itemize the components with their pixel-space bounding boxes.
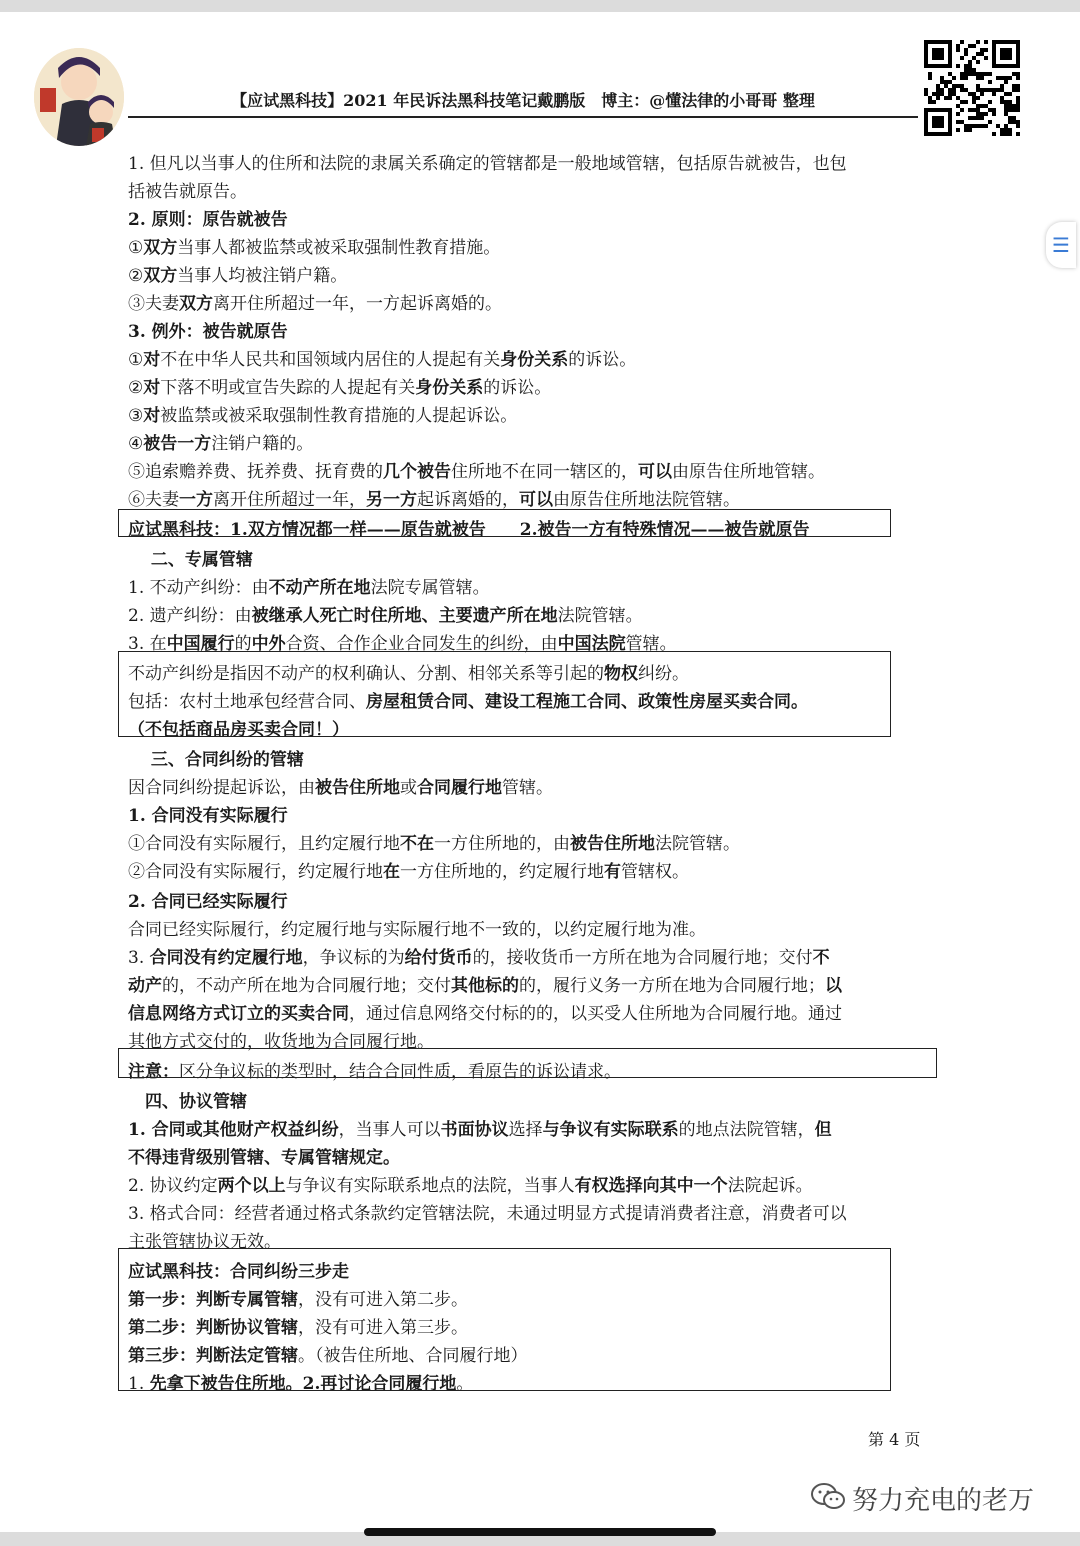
text-line [128,348,636,372]
text-run: 法院专属管辖。 [370,578,490,598]
text-run: ②合同没有实际履行，约定履行地 [128,862,383,882]
text-run: 被告住所地 [570,834,655,854]
text-run: 双方 [143,266,178,286]
text-run: 书面协议 [440,1120,509,1140]
text-run: 下落不明或宣告失踪的人提起有关 [160,378,416,398]
text-run: 离开住所超过一年，一方起诉离婚的。 [213,294,502,314]
text-run: 管辖。 [625,634,677,654]
text-run: 合资、合作企业合同发生的纠纷，由 [285,634,558,654]
text-line [128,1174,813,1198]
text-run: 不 [812,948,830,968]
text-line [128,918,706,942]
text-line [128,832,740,856]
text-run: 的诉讼。 [483,378,552,398]
text-line [128,264,347,288]
text-line [128,404,517,428]
text-run: 房屋租赁合同、建设工程施工合同、政策性房屋买卖合同。 [366,692,808,712]
text-run: 不动产纠纷是指因不动产的权利确认、分割、相邻关系等引起的 [128,664,604,684]
note-box-attention [118,1048,937,1078]
text-run: 双方 [143,238,178,258]
avatar-illustration-icon [34,48,124,146]
text-run: 法院管辖。 [655,834,740,854]
text-line [128,748,304,772]
text-run: ，没有可进入第三步。 [298,1318,468,1338]
text-line [128,1090,247,1114]
text-run: 管辖。 [502,778,553,798]
text-run: 一方住所地的，由 [434,834,570,854]
text-line [128,974,842,998]
text-run: 可以 [519,490,553,510]
text-run: 选择 [508,1120,543,1140]
menu-icon[interactable]: ☰ [1046,222,1076,268]
text-run: 有 [604,862,621,882]
note-box-real-estate [118,651,891,737]
text-run: 起诉离婚的， [417,490,519,510]
text-run: 信息网络方式订立的买卖合同 [128,1004,349,1024]
text-run: 主张管辖协议无效。 [128,1232,281,1252]
text-run: 3. 在 [128,634,167,654]
text-line [128,1146,400,1170]
text-run: 。（被告住所地、合同履行地） [298,1346,528,1366]
text-run: 3. 格式合同：经营者通过格式条款约定管辖法院，未通过明显方式提请消费者注意，消费者可以 [128,1204,847,1224]
text-run: 当事人均被注销户籍。 [177,266,348,286]
text-run: ② [128,266,144,286]
text-run: 不在中华人民共和国领域内居住的人提起有关 [160,350,501,370]
text-run: 其他标的 [451,976,519,996]
text-run: 但 [814,1120,832,1140]
text-run: 被告住所地 [315,778,400,798]
text-run: 第三步：判断法定管辖 [128,1346,298,1366]
text-run: 两个以上 [217,1176,286,1196]
text-run: ，没有可进入第二步。 [298,1290,468,1310]
qr-code-icon [924,40,1020,136]
text-run: 1. [128,1374,150,1394]
text-run: ① [128,238,144,258]
watermark-text: 努力充电的老万 [852,1486,1035,1516]
text-line [128,292,502,316]
text-run: 的，接收货币一方所在地为合同履行地；交付 [472,948,813,968]
text-run: ③ [128,406,144,426]
text-run: ① [128,350,144,370]
text-run: 离开住所超过一年， [213,490,366,510]
text-run: 3. 例外：被告就原告 [128,322,288,342]
text-run: 被监禁或被采取强制性教育措施的人提起诉讼。 [160,406,518,426]
wechat-icon [810,1482,846,1512]
text-run: 二、专属管辖 [128,550,253,570]
text-run: 物权 [604,664,638,684]
text-line [128,180,247,204]
text-run: 或 [400,778,417,798]
text-run: 有权选择向其中一个 [574,1176,728,1196]
text-run: 身份关系 [500,350,569,370]
header-divider [128,116,918,118]
text-run: 合同履行地 [417,778,502,798]
text-run: 的诉讼。 [568,350,637,370]
text-run: 一方 [179,490,213,510]
text-run: 先拿下被告住所地。2.再讨论合同履行地 [149,1374,457,1394]
text-run: 注销户籍的。 [211,434,314,454]
text-run: ，争议标的为 [302,948,405,968]
text-run: ⑥夫妻 [128,490,179,510]
text-run: 中国法院 [557,634,626,654]
text-run: 应试黑科技：1.双方情况都一样——原告就被告 2.被告一方有特殊情况——被告就原告 [128,520,810,540]
text-run: 纠纷。 [638,664,689,684]
text-line [128,890,288,914]
text-line [128,208,288,232]
text-run: 不在 [400,834,434,854]
text-run: ，当事人可以 [338,1120,441,1140]
text-line [128,432,313,456]
text-line [128,776,553,800]
text-run: 注意： [128,1062,179,1082]
tip-box-1 [118,509,891,537]
text-run: 第一步：判断专属管辖 [128,1290,298,1310]
text-line [128,804,288,828]
text-run: 1. 但凡以当事人的住所和法院的隶属关系确定的管辖都是一般地域管辖，包括原告就被告，也包 [128,154,847,174]
text-run: 住所地不在同一辖区的， [451,462,638,482]
text-line [128,1118,832,1142]
text-line [128,1002,842,1026]
text-run: 1. 合同没有实际履行 [128,806,288,826]
text-run: 由原告住所地法院管辖。 [553,490,740,510]
text-run: 几个被告 [383,462,451,482]
text-run: ①合同没有实际履行，且约定履行地 [128,834,400,854]
text-run: 双方 [179,294,213,314]
text-run: ⑤追索赡养费、抚养费、抚育费的 [128,462,383,482]
text-run: 不动产所在地 [268,578,371,598]
text-run: 四、协议管辖 [128,1092,247,1112]
text-run: 对 [143,350,161,370]
text-run: 包括：农村土地承包经营合同、 [128,692,366,712]
page-number: 第 4 页 [868,1430,921,1449]
text-line [128,376,551,400]
text-run: （不包括商品房买卖合同！） [128,720,349,740]
text-run: 因合同纠纷提起诉讼，由 [128,778,315,798]
home-indicator[interactable] [364,1528,716,1536]
text-line [128,460,825,484]
text-run: 管辖权。 [621,862,689,882]
text-line [128,152,847,176]
header-title: 【应试黑科技】2021 年民诉法黑科技笔记戴鹏版 博主：@懂法律的小哥哥 整理 [231,91,815,110]
text-run: 中外 [251,634,286,654]
text-line [128,1202,847,1226]
text-line [128,860,689,884]
text-run: 三、合同纠纷的管辖 [128,750,304,770]
text-run: 括被告就原告。 [128,182,247,202]
text-run: ③夫妻 [128,294,179,314]
text-run: 合同已经实际履行，约定履行地与实际履行地不一致的，以约定履行地为准。 [128,920,706,940]
text-line [128,320,288,344]
text-run: 的，不动产所在地为合同履行地；交付 [162,976,451,996]
document-page [0,12,1080,1532]
text-run: 的地点法院管辖， [678,1120,815,1140]
text-run: 合同没有约定履行地 [149,948,303,968]
text-run: 。 [456,1374,474,1394]
text-run: 中国履行 [166,634,235,654]
text-run: 1. 合同或其他财产权益纠纷 [128,1120,339,1140]
text-run: ② [128,378,144,398]
text-run: 被告一方 [143,434,212,454]
text-run: ，通过信息网络交付标的的，以买受人住所地为合同履行地。通过 [349,1004,842,1024]
text-run: 在 [383,862,400,882]
text-run: ④ [128,434,144,454]
text-run: 由原告住所地管辖。 [672,462,825,482]
text-run: 2. 原则：原告就被告 [128,210,288,230]
text-run: 身份关系 [415,378,484,398]
text-run: 应试黑科技：合同纠纷三步走 [128,1262,349,1282]
text-run: 3. [128,948,150,968]
text-run: 以 [825,976,842,996]
text-line [128,548,253,572]
text-run: 2. 合同已经实际履行 [128,892,288,912]
text-line [128,576,490,600]
text-run: 的，履行义务一方所在地为合同履行地； [519,976,825,996]
text-run: 2. 协议约定 [128,1176,218,1196]
text-run: 与争议有实际联系地点的法院，当事人 [285,1176,575,1196]
text-run: 与争议有实际联系 [542,1120,679,1140]
text-run: 给付货币 [404,948,473,968]
text-run: 2. 遗产纠纷：由 [128,606,252,626]
text-run: 法院管辖。 [557,606,643,626]
text-run: 1. 不动产纠纷：由 [128,578,269,598]
text-run: 法院起诉。 [727,1176,813,1196]
tip-box-three-steps [118,1248,891,1391]
text-run: 不得违背级别管辖、专属管辖规定。 [128,1148,400,1168]
text-line [128,604,643,628]
text-run: 可以 [638,462,672,482]
text-run: 当事人都被监禁或被采取强制性教育措施。 [177,238,501,258]
text-run: 一方住所地的，约定履行地 [400,862,604,882]
text-run: 另一方 [366,490,417,510]
avatar [34,48,124,146]
text-run: 被继承人死亡时住所地、主要遗产所在地 [251,606,558,626]
text-line [128,946,830,970]
text-run: 区分争议标的类型时，结合合同性质，看原告的诉讼请求。 [179,1062,621,1082]
text-line [128,236,500,260]
text-run: 其他方式交付的，收货地为合同履行地。 [128,1032,434,1052]
text-run: 对 [143,378,161,398]
text-run: 的 [234,634,252,654]
text-run: 第二步：判断协议管辖 [128,1318,298,1338]
text-run: 对 [143,406,161,426]
text-run: 动产 [128,976,162,996]
